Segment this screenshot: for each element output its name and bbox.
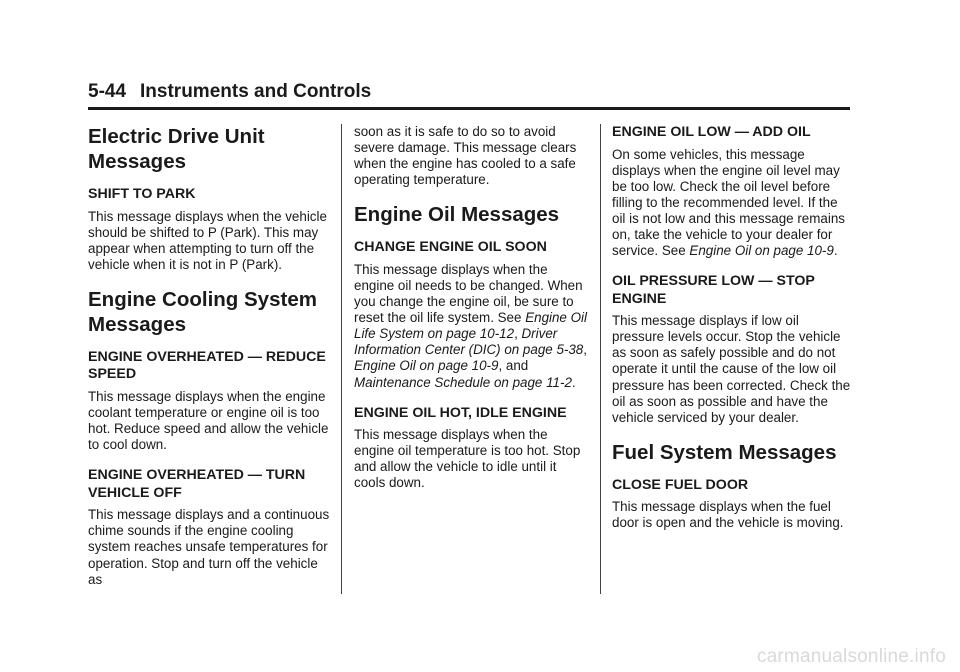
link-maintenance-schedule[interactable]: Maintenance Schedule on page 11‑2	[354, 374, 572, 390]
heading-electric-drive: Electric Drive Unit Messages	[88, 125, 265, 173]
heading-fuel-system: Fuel System Messages	[612, 440, 837, 464]
link-oil-life-system[interactable]: Engine Oil Life System on page 10‑12	[354, 310, 587, 342]
period: .	[833, 243, 838, 259]
column-3	[612, 124, 852, 546]
separator: ,	[514, 326, 522, 342]
subheading-change-oil: CHANGE ENGINE OIL SOON	[354, 239, 547, 256]
paragraph-oil-low	[612, 147, 852, 260]
subheading-shift-to-park: SHIFT TO PARK	[88, 186, 196, 202]
paragraph-overheated-reduce: This message displays when the engine coolant temperature or engine oil is too hot. Reduce speed and allow the vehicle to cool down.	[88, 388, 329, 453]
column-1	[88, 124, 334, 602]
link-engine-oil[interactable]: Engine Oil on page 10‑9	[354, 358, 499, 374]
paragraph-oil-hot: This message displays when the engine oil temperature is too hot. Stop and allow the vehicle to idle until it cools down.	[354, 427, 581, 491]
watermark: carmanualsonline.info	[756, 646, 946, 667]
heading-engine-cooling: Engine Cooling System Messages	[88, 287, 317, 336]
link-engine-oil[interactable]: Engine Oil on page 10‑9	[689, 243, 834, 259]
link-dic[interactable]: Driver Information Center (DIC) on page 5‑38	[354, 326, 584, 358]
text-oil-low: On some vehicles, this message displays when the engine oil level may be too low. Check the oil level before filling to the recommended level. If the oil is not low and this message remains on, take the vehicle to your dealer for service. See	[612, 146, 845, 259]
section-title: Instruments and Controls	[140, 81, 372, 102]
separator: , and	[498, 358, 529, 374]
column-divider-2	[600, 124, 601, 594]
separator: ,	[583, 342, 587, 358]
paragraph-oil-pressure: This message displays if low oil pressure levels occur. Stop the vehicle as soon as safely possible and do not operate it until the cause of the low oil pressure has been corrected. Check the oil as soon as possible and have the vehicle serviced by your dealer.	[612, 313, 851, 425]
paragraph-shift-to-park: This message displays when the vehicle should be shifted to P (Park). This may appear when attempting to turn off the vehicle when it is not in P (Park).	[88, 208, 327, 272]
subheading-oil-low: ENGINE OIL LOW — ADD OIL	[612, 124, 811, 140]
subheading-close-fuel-door: CLOSE FUEL DOOR	[612, 476, 749, 493]
period: .	[571, 374, 576, 390]
paragraph-close-fuel-door: This message displays when the fuel door is open and the vehicle is moving.	[612, 499, 844, 531]
paragraph-overheated-continued: soon as it is safe to do so to avoid severe damage. This message clears when the engine has cooled to a safe operating temperature.	[354, 124, 577, 188]
page-number: 5-44	[88, 81, 127, 102]
subheading-overheated-reduce: ENGINE OVERHEATED — REDUCE SPEED	[88, 348, 326, 383]
column-2	[354, 124, 590, 506]
text-change-oil: This message displays when the engine oil needs to be changed. When you change the engine oil, be sure to reset the oil life system. See	[354, 261, 583, 326]
subheading-oil-hot: ENGINE OIL HOT, IDLE ENGINE	[354, 404, 567, 421]
page-header	[88, 80, 850, 110]
subheading-overheated-off: ENGINE OVERHEATED — TURN VEHICLE OFF	[88, 467, 306, 501]
column-divider-1	[341, 124, 342, 594]
paragraph-overheated-off: This message displays and a continuous chime sounds if the engine cooling system reaches unsafe temperatures for operation. Stop and turn off the vehicle as	[88, 507, 330, 587]
subheading-oil-pressure: OIL PRESSURE LOW — STOP ENGINE	[612, 273, 815, 307]
heading-engine-oil: Engine Oil Messages	[354, 203, 560, 227]
paragraph-change-oil	[354, 262, 590, 391]
